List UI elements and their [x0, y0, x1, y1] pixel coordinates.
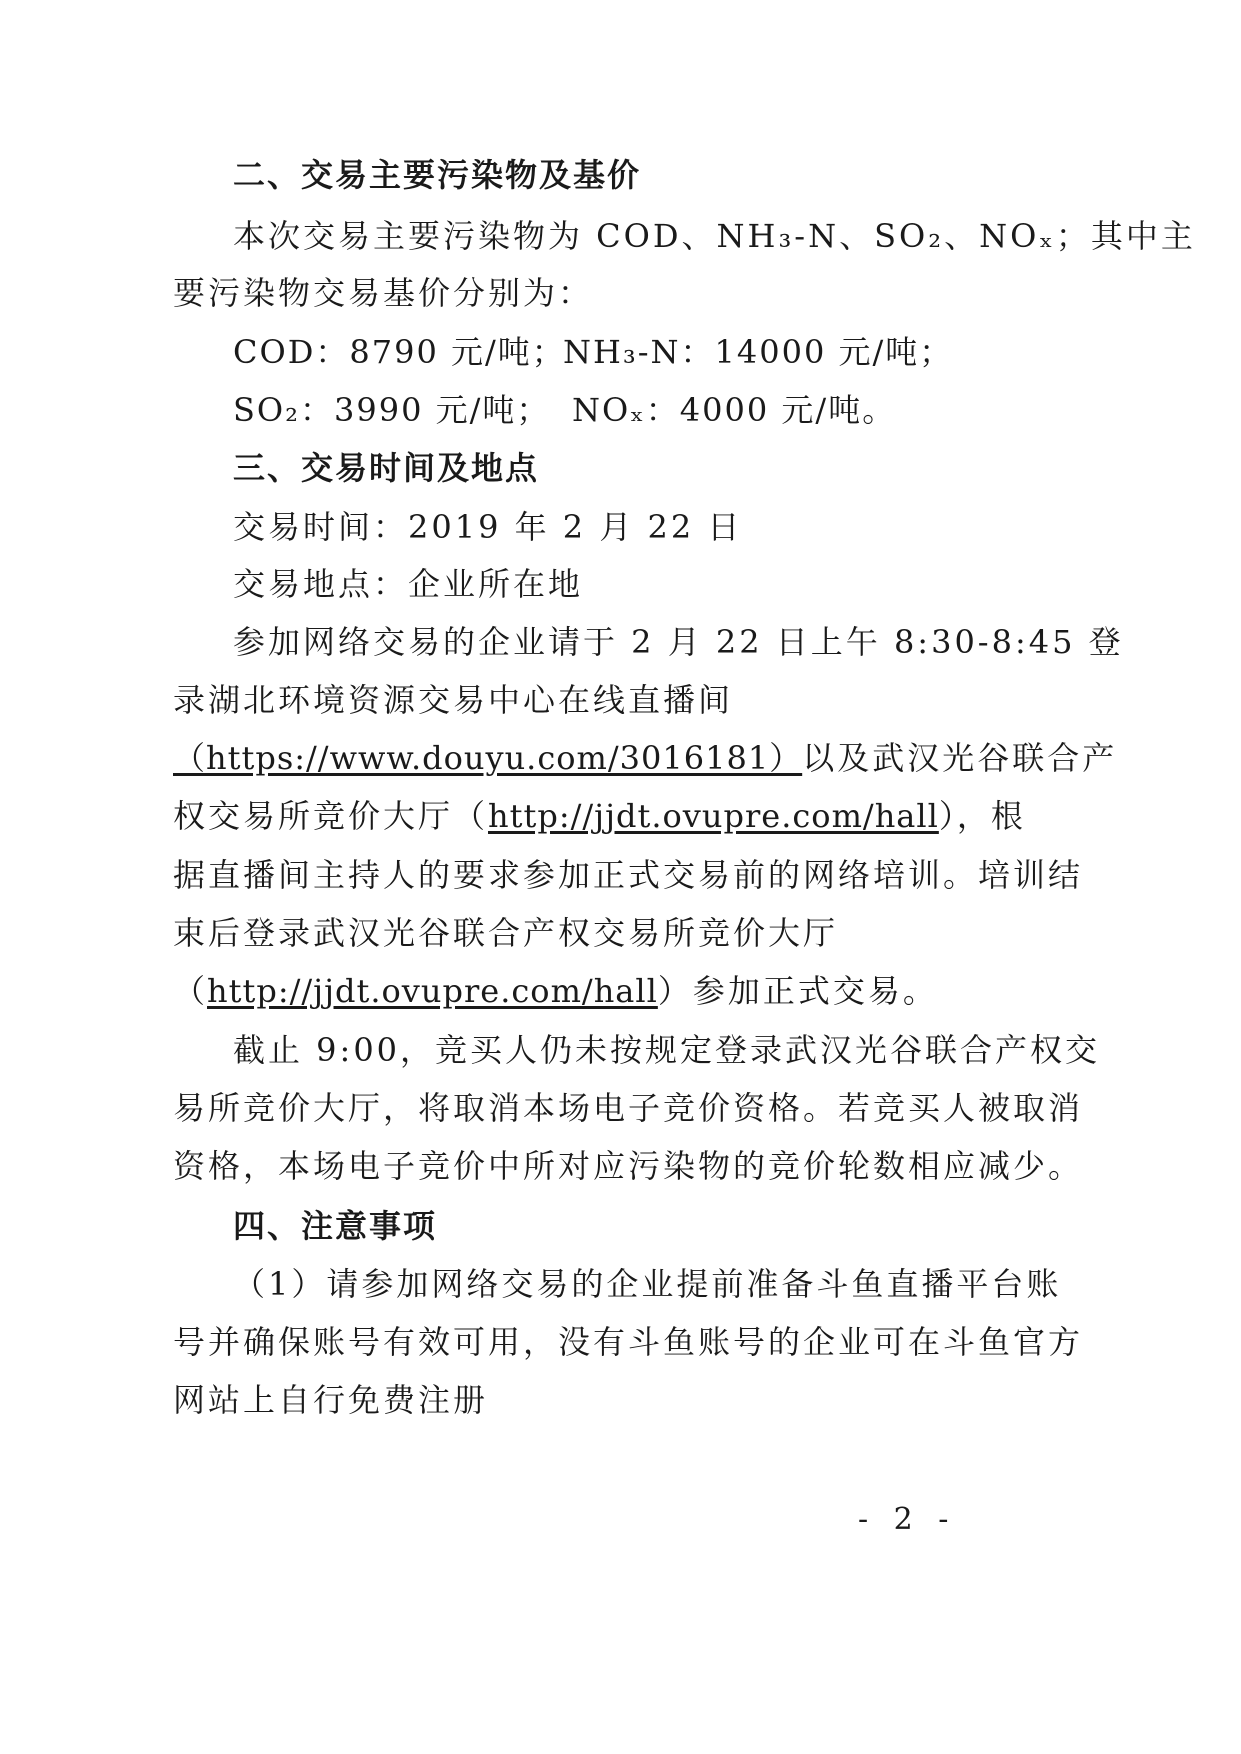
deadline-line-1: 截止 9:00，竞买人仍未按规定登录武汉光谷联合产权交 [233, 1031, 1101, 1069]
deadline-line-3: 资格，本场电子竞价中所对应污染物的竞价轮数相应减少。 [173, 1147, 1084, 1185]
instructions-line-4 [173, 796, 1025, 836]
trade-time: 交易时间：2019 年 2 月 22 日 [233, 508, 743, 546]
section-4-heading: 四、注意事项 [233, 1207, 438, 1245]
price-nox: NOₓ：4000 元/吨。 [572, 391, 897, 429]
notice-item-1-line-2: 号并确保账号有效可用，没有斗鱼账号的企业可在斗鱼官方 [173, 1323, 1084, 1361]
section-2-paragraph-line-1: 本次交易主要污染物为 COD、NH₃-N、SO₂、NOₓ；其中主 [233, 217, 1196, 255]
instructions-line-4-post: ），根 [938, 797, 1025, 835]
instructions-line-3 [173, 738, 1117, 778]
price-nh3n: NH₃-N：14000 元/吨； [563, 333, 954, 371]
instructions-line-7-post: ）参加正式交易。 [657, 972, 938, 1010]
section-2-paragraph-line-2: 要污染物交易基价分别为： [173, 274, 594, 312]
deadline-line-2: 易所竞价大厅，将取消本场电子竞价资格。若竞买人被取消 [173, 1089, 1084, 1127]
bidding-hall-link-2[interactable]: http://jjdt.ovupre.com/hall [207, 972, 658, 1010]
bidding-hall-link[interactable]: http://jjdt.ovupre.com/hall [488, 797, 939, 835]
instructions-line-1: 参加网络交易的企业请于 2 月 22 日上午 8:30-8:45 登 [233, 623, 1124, 661]
price-cod: COD：8790 元/吨； [233, 333, 566, 371]
instructions-line-7-pre: （ [173, 972, 208, 1010]
instructions-line-6: 束后登录武汉光谷联合产权交易所竞价大厅 [173, 914, 839, 952]
instructions-line-3-text: 以及武汉光谷联合产 [802, 739, 1118, 777]
instructions-line-5: 据直播间主持人的要求参加正式交易前的网络培训。培训结 [173, 856, 1084, 894]
instructions-line-4-pre: 权交易所竞价大厅（ [173, 797, 489, 835]
section-3-heading: 三、交易时间及地点 [233, 449, 540, 487]
notice-item-1-line-3: 网站上自行免费注册 [173, 1381, 489, 1419]
instructions-line-2: 录湖北环境资源交易中心在线直播间 [173, 681, 734, 719]
notice-item-1-line-1: （1）请参加网络交易的企业提前准备斗鱼直播平台账 [233, 1265, 1062, 1303]
trade-place: 交易地点：企业所在地 [233, 565, 584, 603]
price-so2: SO₂：3990 元/吨； [233, 391, 551, 429]
instructions-line-7 [173, 971, 938, 1011]
page-number: - 2 - [858, 1502, 957, 1537]
section-2-heading: 二、交易主要污染物及基价 [233, 156, 642, 194]
douyu-live-link[interactable]: （https://www.douyu.com/3016181） [173, 739, 803, 777]
